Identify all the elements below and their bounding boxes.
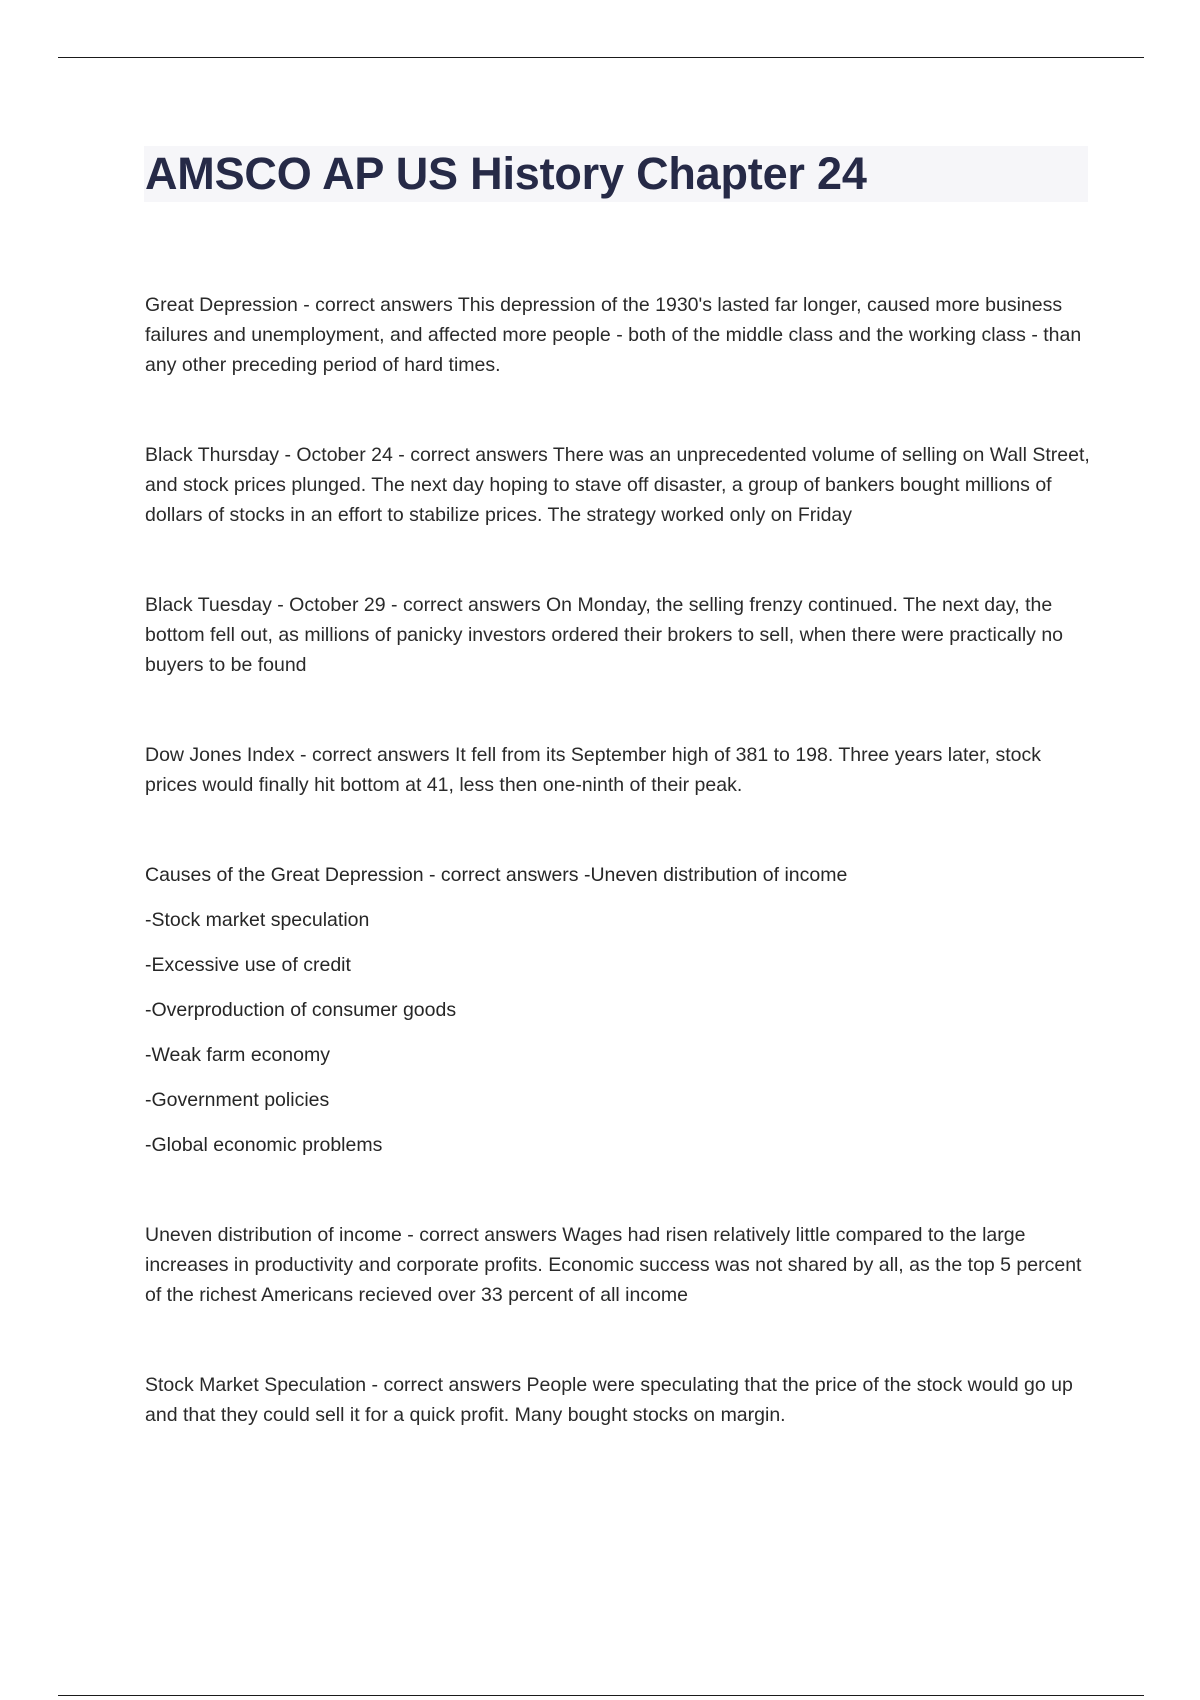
flashcard-black-thursday: Black Thursday - October 24 - correct answers There was an unprecedented volume of selling on Wall Street, and stock prices plunged. The next day hoping to stave off disaster, a group of bankers bought millions of dollars of stocks in an effort to stabilize prices. The strategy worked only on Friday — [145, 444, 1090, 526]
flashcard-definition: People were speculating that the price of the stock would go up and that they could sell it for a quick profit. Many bought stocks on margin. — [145, 1374, 1073, 1426]
flashcard-definition: There was an unprecedented volume of selling on Wall Street, and stock prices plunged. The next day hoping to stave off disaster, a group of bankers bought millions of dollars of stocks in an effort to stabilize prices. The strategy worked only on Friday — [145, 444, 1090, 526]
flashcard-answer-label: correct answers — [440, 864, 579, 886]
flashcard-answer-label: correct answers — [315, 294, 453, 316]
cause-item: -Uneven distribution of income — [583, 864, 848, 886]
bottom-rule — [58, 1695, 1144, 1696]
flashcard-stock-market-speculation: Stock Market Speculation - correct answers People were speculating that the price of the stock would go up and that they could sell it for a quick profit. Many bought stocks on margin. — [145, 1374, 1073, 1426]
page-title: AMSCO AP US History Chapter 24 — [145, 148, 867, 199]
flashcard-term: Causes of the Great Depression — [145, 864, 424, 886]
flashcard-answer-label: correct answers — [410, 444, 548, 466]
flashcard-answer-label: correct answers — [402, 594, 541, 616]
flashcard-list — [145, 290, 1095, 1490]
flashcard-uneven-distribution: Uneven distribution of income - correct answers Wages had risen relatively little compared to the large increases in productivity and corporate profits. Economic success was not shared by all, as the top 5 percent of the richest Americans recieved over 33 percent of all income — [145, 1224, 1082, 1306]
cause-item: -Global economic problems — [145, 1134, 383, 1156]
flashcard-answer-label: correct answers — [383, 1374, 522, 1396]
flashcard-term: Black Thursday - October 24 — [145, 444, 393, 466]
cause-item: -Overproduction of consumer goods — [145, 999, 457, 1021]
flashcard-term: Great Depression — [145, 294, 298, 316]
top-rule — [58, 57, 1144, 58]
flashcard-term: Dow Jones Index — [145, 744, 295, 766]
cause-item: -Stock market speculation — [145, 909, 370, 931]
flashcard-term: Black Tuesday - October 29 — [145, 594, 386, 616]
flashcard-causes-of-great-depression — [145, 860, 1095, 1160]
flashcard-term: Uneven distribution of income — [145, 1224, 402, 1246]
flashcard-definition: On Monday, the selling frenzy continued. The next day, the bottom fell out, as millions of panicky investors ordered their brokers to sell, when there were practically no buyers to be found — [145, 594, 1064, 676]
flashcard-definition: Wages had risen relatively little compared to the large increases in productivity and corporate profits. Economic success was not shared by all, as the top 5 percent of the richest Americans recieved over 33 percent of all income — [145, 1224, 1082, 1306]
cause-item: -Excessive use of credit — [145, 954, 351, 976]
cause-item: -Weak farm economy — [145, 1044, 330, 1066]
flashcard-answer-label: correct answers — [419, 1224, 557, 1246]
flashcard-definition: This depression of the 1930's lasted far longer, caused more business failures and unemployment, and affected more people - both of the middle class and the working class - than any other preceding period of hard times. — [145, 294, 1082, 376]
flashcard-answer-label: correct answers — [311, 744, 450, 766]
flashcard-term: Stock Market Speculation — [145, 1374, 367, 1396]
flashcard-black-tuesday: Black Tuesday - October 29 - correct answers On Monday, the selling frenzy continued. The next day, the bottom fell out, as millions of panicky investors ordered their brokers to sell, when there were practically no buyers to be found — [145, 594, 1064, 676]
flashcard-definition: It fell from its September high of 381 to 198. Three years later, stock prices would finally hit bottom at 41, less then one-ninth of their peak. — [145, 744, 1042, 796]
flashcard-dow-jones-index: Dow Jones Index - correct answers It fell from its September high of 381 to 198. Three years later, stock prices would finally hit bottom at 41, less then one-ninth of their peak. — [145, 744, 1042, 796]
cause-item: -Government policies — [145, 1089, 330, 1111]
flashcard-great-depression: Great Depression - correct answers This depression of the 1930's lasted far longer, caused more business failures and unemployment, and affected more people - both of the middle class and the working class - than any other preceding period of hard times. — [145, 294, 1082, 376]
flashcard-lead: Causes of the Great Depression - correct answers -Uneven distribution of income — [145, 864, 848, 886]
